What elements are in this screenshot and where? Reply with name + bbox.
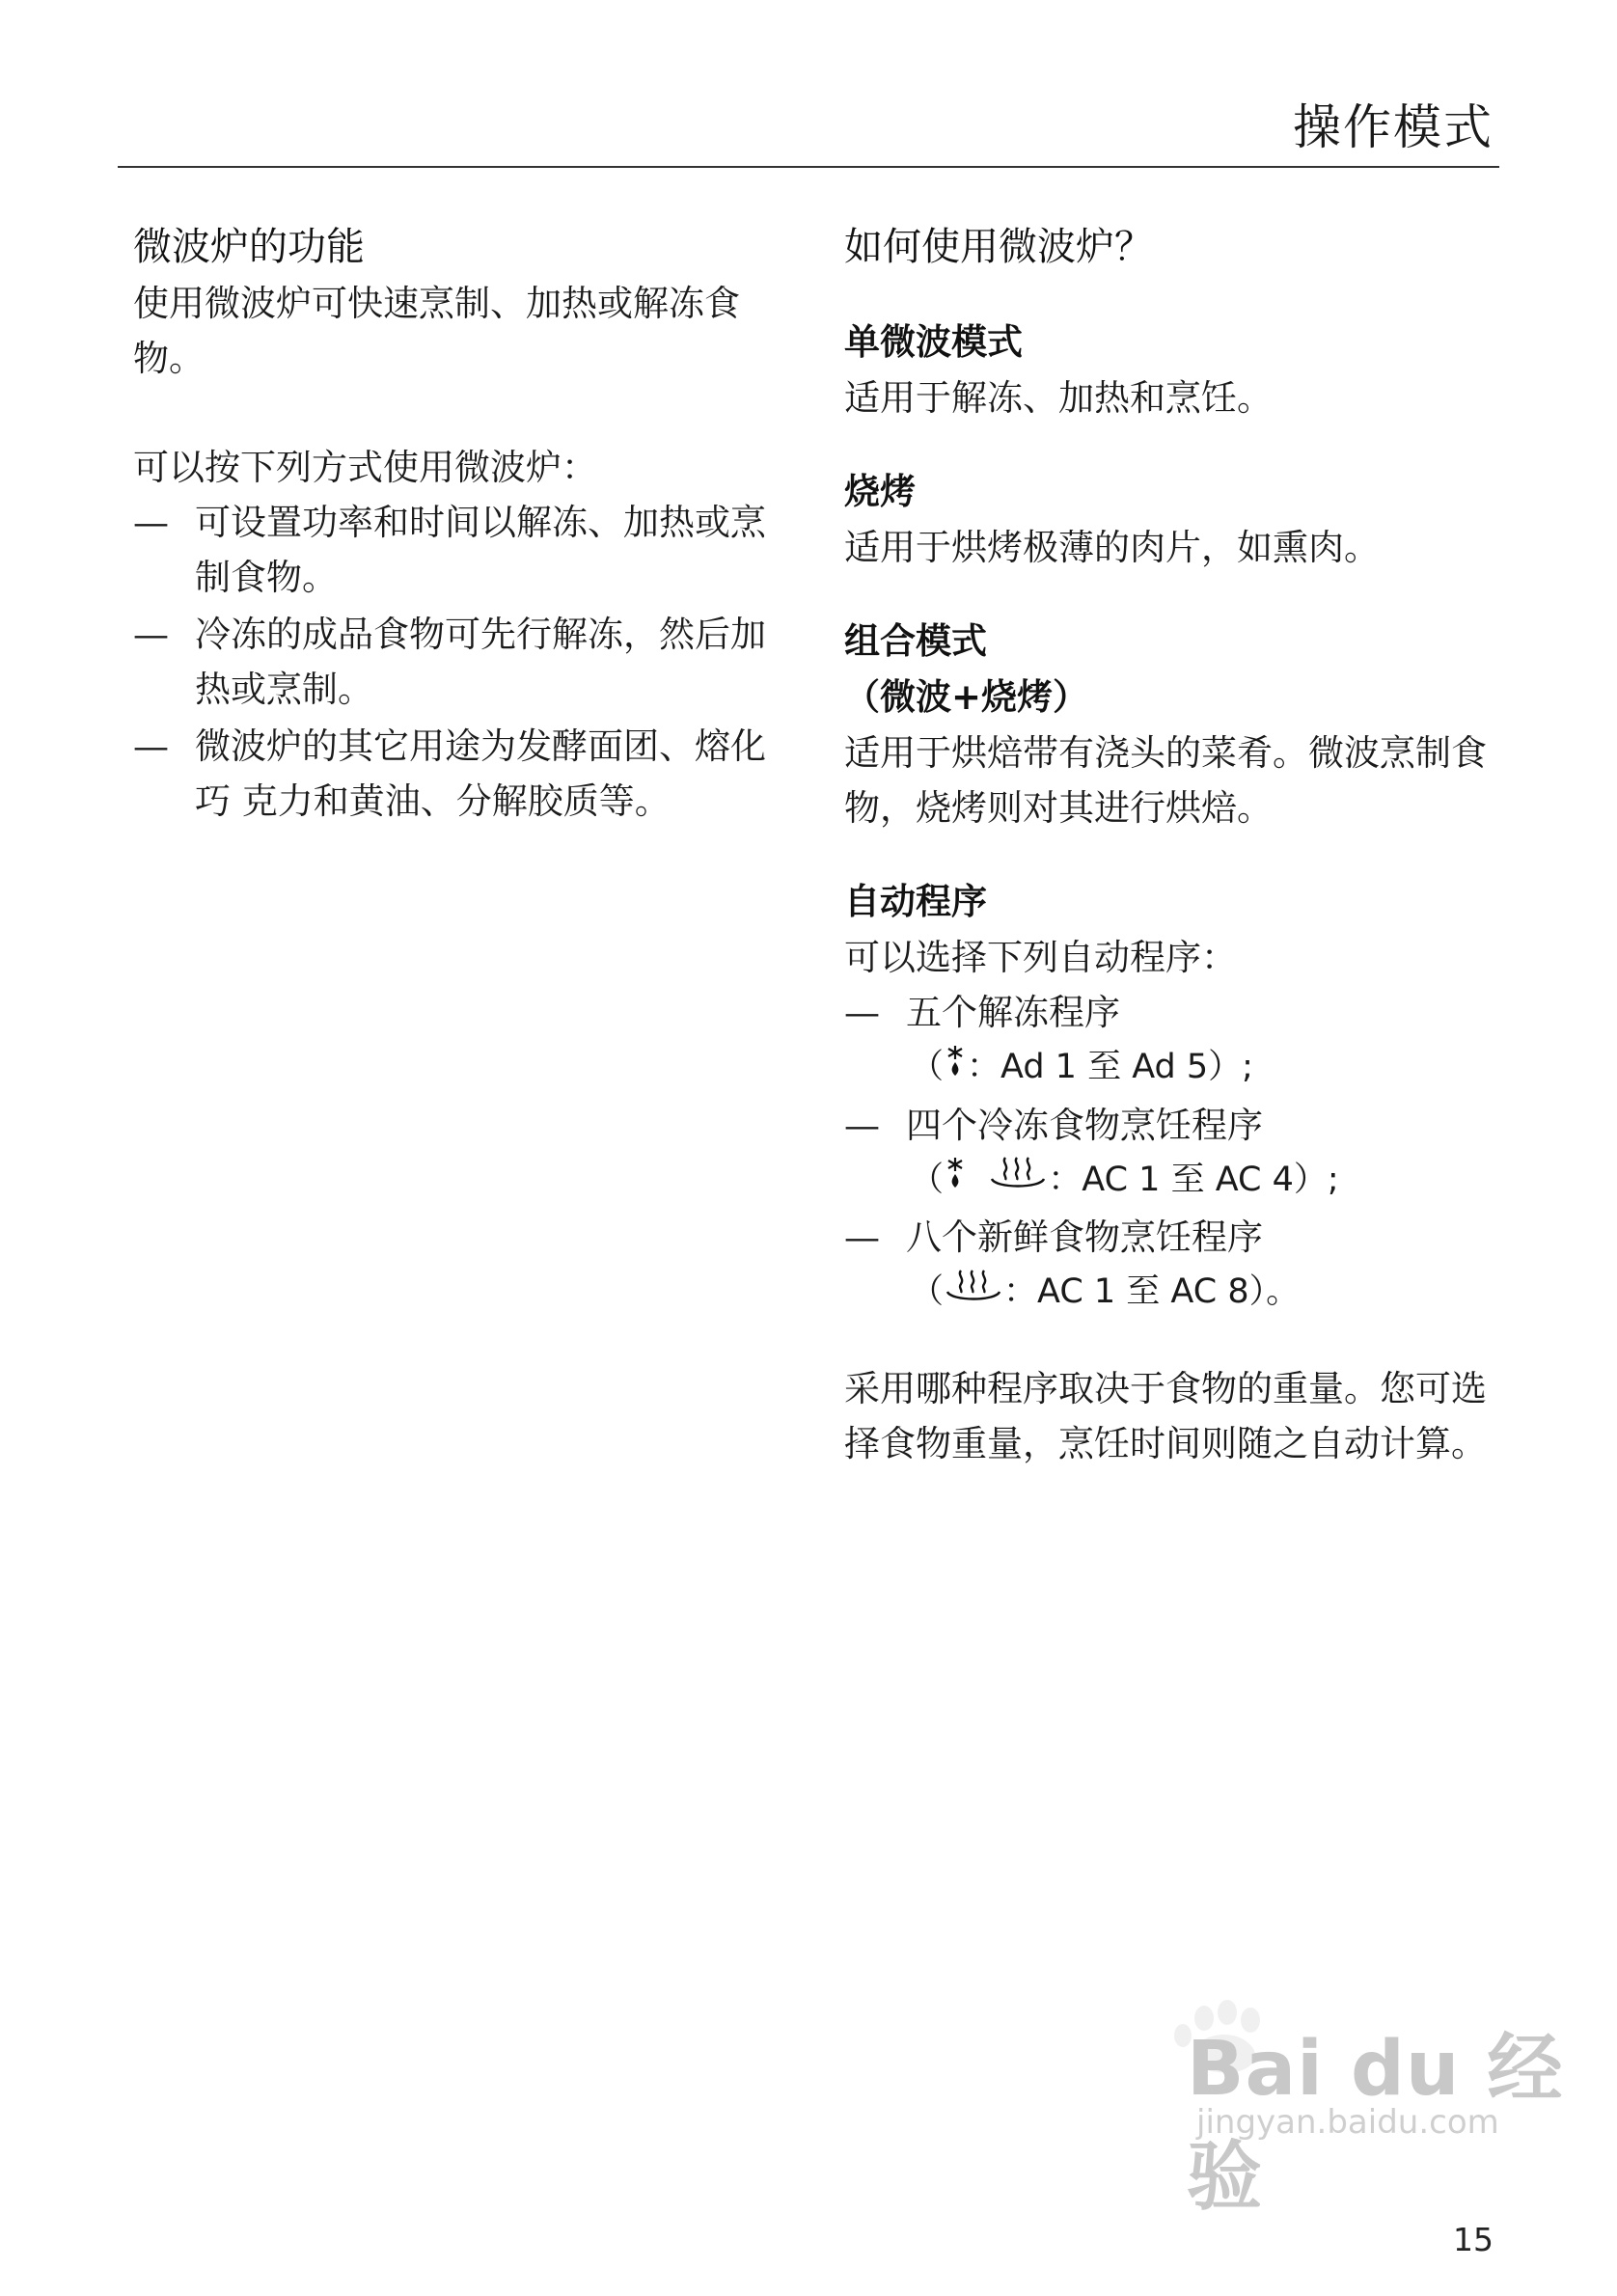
auto-programs-intro: 可以选择下列自动程序： (844, 937, 1237, 978)
usage-list-intro: 可以按下列方式使用微波炉： (133, 447, 597, 488)
watermark-url: jingyan.baidu.com (1196, 2103, 1499, 2142)
defrost-icon (944, 1153, 967, 1208)
defrost-icon (944, 1041, 967, 1096)
page-header-title: 操作模式 (1293, 99, 1494, 155)
page-number: 15 (1453, 2221, 1494, 2258)
grill-text: 适用于烘烤极薄的肉片，如熏肉。 (844, 527, 1380, 568)
single-mode-text: 适用于解冻、加热和烹饪。 (844, 377, 1273, 419)
header-rule (118, 166, 1499, 168)
grill-title: 烧烤 (844, 471, 916, 512)
auto-programs-title: 自动程序 (844, 881, 987, 922)
combo-mode-title: 组合模式 (844, 620, 987, 662)
watermark-text: Bai du 经验 (1187, 2026, 1564, 2221)
left-column (133, 218, 789, 831)
functions-intro: 使用微波炉可快速烹制、加热或解冻食物。 (133, 283, 740, 379)
list-item: — 五个解冻程序 （ ：Ad 1 至 Ad 5）; (844, 985, 1500, 1096)
steam-icon (944, 1266, 1003, 1321)
steam-icon (988, 1153, 1048, 1208)
section-title-functions: 微波炉的功能 (133, 225, 365, 269)
combo-mode-text: 适用于烘焙带有浇头的菜肴。微波烹制食物，烧烤则对其进行烘焙。 (844, 732, 1487, 829)
list-item: — 微波炉的其它用途为发酵面团、熔化巧 克力和黄油、分解胶质等。 (133, 725, 766, 822)
usage-list (133, 495, 789, 829)
auto-programs-footer: 采用哪种程序取决于食物的重量。您可选择食物重量，烹饪时间则随之自动计算。 (844, 1367, 1487, 1464)
right-column (844, 218, 1500, 1471)
list-item: — 可设置功率和时间以解冻、加热或烹制食物。 (133, 502, 766, 598)
list-item: — 八个新鲜食物烹饪程序 （ ：AC 1 至 AC 8）。 (844, 1210, 1500, 1321)
list-item: — 冷冻的成品食物可先行解冻，然后加热或烹制。 (133, 614, 766, 710)
single-mode-title: 单微波模式 (844, 321, 1023, 363)
section-title-how-to-use: 如何使用微波炉？ (844, 225, 1153, 269)
list-item: — 四个冷冻食物烹饪程序 （ ：AC 1 至 AC 4）; (844, 1098, 1500, 1209)
auto-programs-list (844, 985, 1500, 1321)
combo-mode-subtitle: （微波+烧烤） (844, 676, 1089, 718)
